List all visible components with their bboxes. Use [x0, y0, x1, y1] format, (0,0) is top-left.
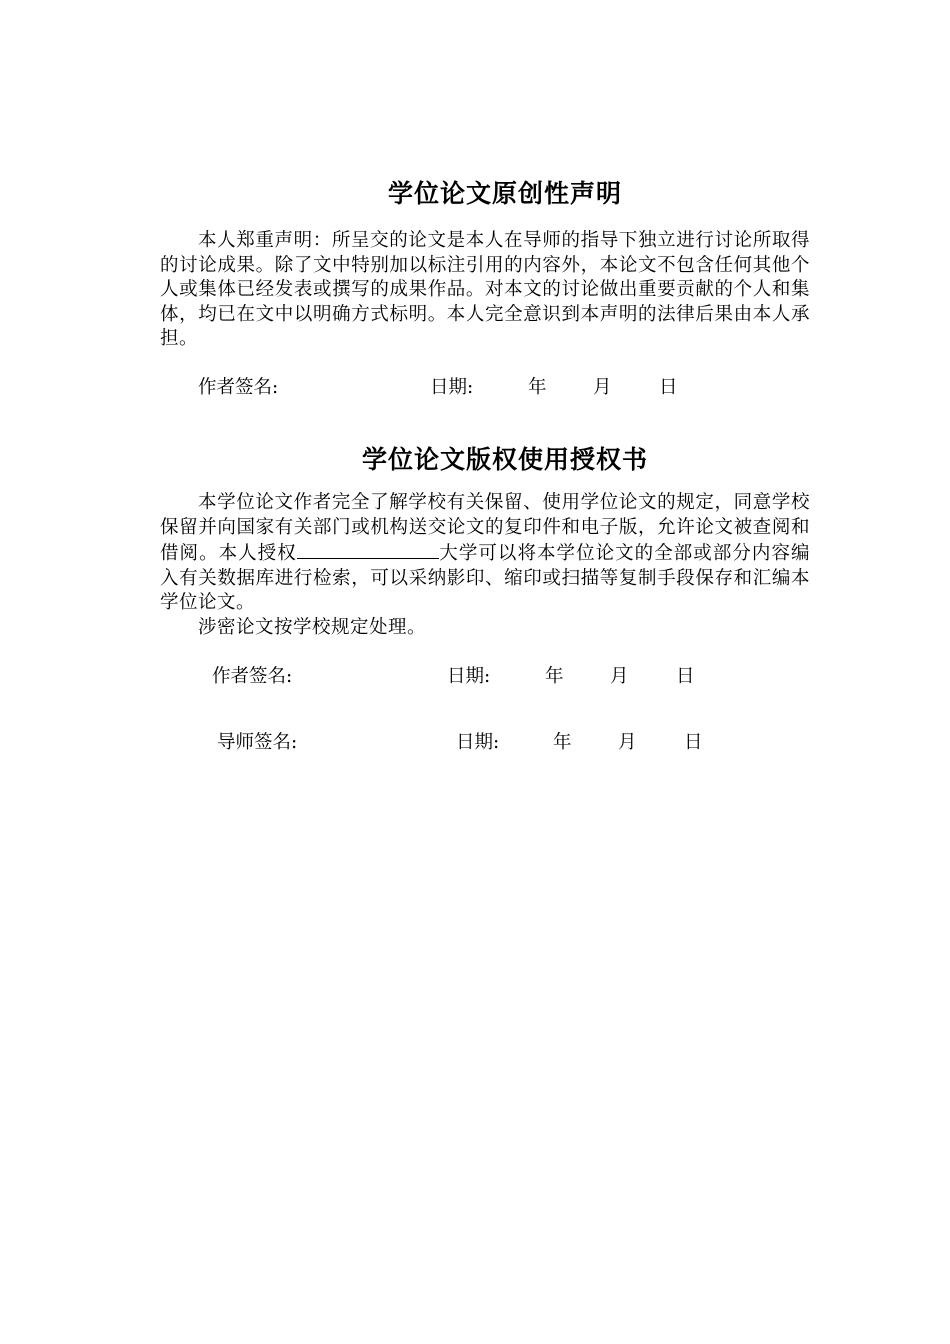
authorization-text	[160, 491, 810, 616]
authorization-text-part2: 大学可以将本学位论文的全部或部分内容编入有关数据库进行检索，可以采纳影印、缩印或扫描等复制手段保存和汇编本学位论文。	[160, 543, 810, 613]
authorization-title: 学位论文版权使用授权书	[361, 445, 648, 474]
month-label: 月	[618, 732, 637, 753]
date-label: 日期:	[447, 666, 491, 687]
author-signature-label: 作者签名:	[198, 377, 279, 398]
authorization-body	[160, 491, 810, 640]
year-label: 年	[545, 666, 564, 687]
day-label: 日	[659, 377, 678, 398]
day-label: 日	[676, 666, 695, 687]
advisor-signature-label: 导师签名:	[217, 732, 298, 753]
month-label: 月	[610, 666, 629, 687]
university-blank-line	[297, 540, 439, 559]
year-label: 年	[528, 377, 547, 398]
date-label: 日期:	[456, 732, 500, 753]
declaration-body	[160, 229, 810, 352]
authorization-text-part1: 本学位论文作者完全了解学校有关保留、使用学位论文的规定，同意学校保留并向国家有关部门或机构送交论文的复印件和电子版，允许论文被查阅和借阅。本人授权	[160, 492, 810, 564]
declaration-text: 本人郑重声明：所呈交的论文是本人在导师的指导下独立进行讨论所取得的讨论成果。除了文中特别加以标注引用的内容外，本论文不包含任何其他个人或集体已经发表或撰写的成果作品。对本文的讨论做出重要贡献的个人和集体，均已在文中以明确方式标明。本人完全意识到本声明的法律后果由本人承担。	[160, 230, 810, 349]
date-label: 日期:	[430, 377, 474, 398]
declaration-title: 学位论文原创性声明	[387, 179, 622, 208]
author-signature-label: 作者签名:	[212, 666, 293, 687]
month-label: 月	[593, 377, 612, 398]
secret-note: 涉密论文按学校规定处理。	[198, 616, 427, 638]
day-label: 日	[684, 732, 703, 753]
year-label: 年	[553, 732, 572, 753]
